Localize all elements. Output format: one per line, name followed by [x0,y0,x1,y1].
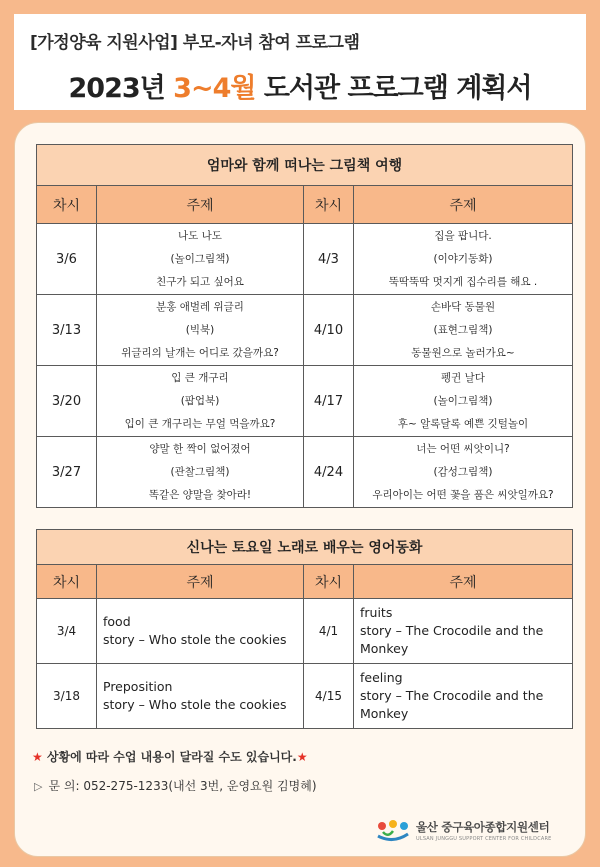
session-topic: food story – Who stole the cookies [97,599,304,664]
page-title [14,66,586,105]
warning-text: 상황에 따라 수업 내용이 달라질 수도 있습니다. [46,750,297,764]
session-date: 4/10 [304,295,354,366]
header-box [14,14,586,110]
column-header-topic: 주제 [354,186,573,224]
triangle-right-icon: ▷ [34,780,43,793]
column-header-session: 차시 [304,186,354,224]
center-name: 울산 중구육아종합지원센터 [416,819,550,834]
session-date: 4/24 [304,437,354,508]
session-date: 3/20 [37,366,97,437]
english-story-schedule-table [36,529,573,729]
table-row [37,599,573,664]
session-topic: 나도 나도 (놀이그림책) 친구가 되고 싶어요 [97,224,304,295]
session-topic: 손바닥 동물원 (표현그림책) 동물원으로 놀러가요~ [354,295,573,366]
column-header-topic: 주제 [354,565,573,599]
program-title: 신나는 토요일 노래로 배우는 영어동화 [37,530,573,565]
table-row [37,437,573,508]
program-subtitle: [가정양육 지원사업] 부모-자녀 참여 프로그램 [30,33,360,53]
column-header-session: 차시 [37,565,97,599]
session-topic: 펭귄 날다 (놀이그림책) 후~ 알록달록 예쁜 깃털놀이 [354,366,573,437]
program-title: 엄마와 함께 떠나는 그림책 여행 [37,145,573,186]
column-header-session: 차시 [304,565,354,599]
star-icon: ★ [296,750,308,764]
session-date: 3/4 [37,599,97,664]
title-rest: 도서관 프로그램 계획서 [255,73,532,104]
center-logo [376,818,552,842]
logo-mark-icon [376,818,410,842]
session-date: 4/3 [304,224,354,295]
notes-section [32,748,317,794]
session-date: 3/27 [37,437,97,508]
session-date: 3/6 [37,224,97,295]
session-date: 3/13 [37,295,97,366]
table-row [37,295,573,366]
session-topic: 너는 어떤 씨앗이니? (감성그림책) 우리아이는 어떤 꽃을 품은 씨앗일까요? [354,437,573,508]
session-topic: 입 큰 개구리 (팝업북) 입이 큰 개구리는 무얼 먹을까요? [97,366,304,437]
session-date: 3/18 [37,664,97,729]
column-header-topic: 주제 [97,565,304,599]
picture-book-schedule-table [36,144,573,508]
center-name-english: ULSAN JUNGGU SUPPORT CENTER FOR CHILDCARE [416,835,552,842]
session-topic: feeling story – The Crocodile and the Monkey [354,664,573,729]
title-months: 3~4월 [173,73,256,104]
table-row [37,366,573,437]
column-header-session: 차시 [37,186,97,224]
session-date: 4/1 [304,599,354,664]
column-header-topic: 주제 [97,186,304,224]
session-topic: 양말 한 짝이 없어졌어 (관찰그림책) 똑같은 양말을 찾아라! [97,437,304,508]
warning-note [32,748,317,765]
table-row [37,664,573,729]
session-topic: Preposition story – Who stole the cookies [97,664,304,729]
contact-text: 문 의: 052-275-1233(내선 3번, 운영요원 김명혜) [48,779,317,793]
title-year: 2023년 [68,73,174,104]
session-date: 4/17 [304,366,354,437]
session-date: 4/15 [304,664,354,729]
session-topic: 분홍 애벌레 위글리 (빅북) 위글리의 날개는 어디로 갔을까요? [97,295,304,366]
table-row [37,224,573,295]
session-topic: fruits story – The Crocodile and the Monkey [354,599,573,664]
contact-note [34,777,317,794]
star-icon: ★ [32,750,43,764]
session-topic: 집을 팝니다. (이야기동화) 뚝딱뚝딱 멋지게 집수리를 해요 . [354,224,573,295]
